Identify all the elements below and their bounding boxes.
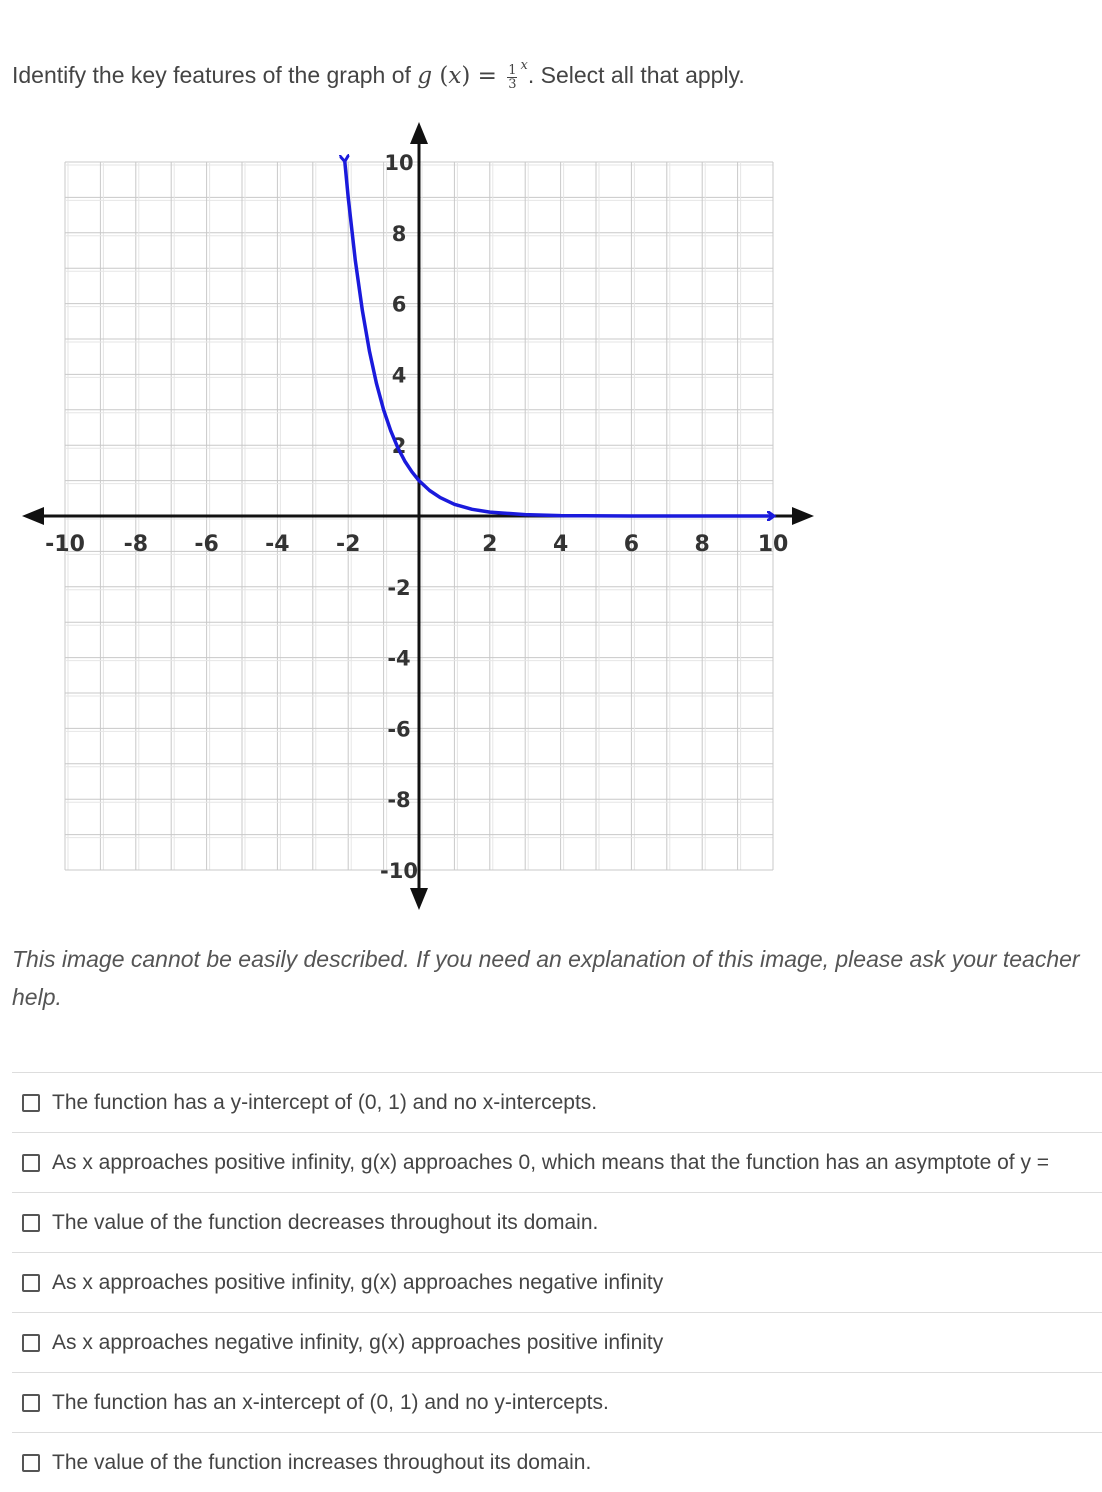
- option-label: As x approaches positive infinity, g(x) approaches negative infinity: [52, 1270, 664, 1294]
- y-tick-label: 8: [391, 221, 407, 246]
- exponent: x: [520, 58, 528, 73]
- y-tick-label: 2: [391, 434, 407, 459]
- y-tick-label: -10: [380, 859, 418, 883]
- answer-options: [12, 1072, 1102, 1492]
- checkbox[interactable]: [22, 1214, 40, 1232]
- option-label: The function has a y-intercept of (0, 1) and no x-intercepts.: [52, 1090, 598, 1114]
- answer-option[interactable]: [12, 1312, 1102, 1372]
- x-tick-label: 10: [757, 532, 789, 557]
- question-text: [12, 58, 1092, 91]
- function-expression: g (x) = $\frac{1}{3}$ $^x$: [417, 58, 528, 92]
- checkbox[interactable]: [22, 1334, 40, 1352]
- answer-option[interactable]: [12, 1072, 1102, 1132]
- fraction-numerator: 1: [508, 62, 517, 78]
- answer-option[interactable]: [12, 1132, 1102, 1192]
- answer-option[interactable]: [12, 1192, 1102, 1252]
- y-tick-label: 10: [384, 151, 414, 175]
- question-prefix: Identify the key features of the graph of: [12, 62, 411, 88]
- y-tick-label: -6: [387, 717, 411, 742]
- checkbox[interactable]: [22, 1454, 40, 1472]
- y-tick-label: -4: [387, 646, 411, 671]
- x-tick-label: 4: [552, 532, 569, 557]
- y-axis-arrow-up: [410, 122, 428, 144]
- checkbox[interactable]: [22, 1394, 40, 1412]
- y-tick-label: 6: [391, 292, 407, 317]
- answer-option[interactable]: [12, 1432, 1102, 1492]
- option-label: The value of the function increases throughout its domain.: [52, 1450, 592, 1474]
- option-label: The value of the function decreases throughout its domain.: [52, 1210, 599, 1234]
- y-tick-label: -2: [387, 575, 411, 600]
- x-axis-arrow-left: [22, 507, 44, 525]
- checkbox[interactable]: [22, 1154, 40, 1172]
- fraction-denominator: 3: [508, 76, 517, 92]
- x-tick-label: 2: [482, 532, 498, 557]
- curve: [345, 161, 773, 516]
- answer-option[interactable]: [12, 1372, 1102, 1432]
- checkbox[interactable]: [22, 1094, 40, 1112]
- image-caption: This image cannot be easily described. If you need an explanation of this image, please ask your teacher help.: [12, 946, 1080, 1010]
- function-name: g: [417, 63, 433, 89]
- option-label: As x approaches positive infinity, g(x) approaches 0, which means that the function has an asymptote of y =: [52, 1150, 1050, 1174]
- y-tick-label: 4: [391, 363, 407, 388]
- x-tick-label: -4: [265, 532, 290, 557]
- x-tick-label: 6: [623, 532, 640, 557]
- x-tick-label: -6: [194, 532, 219, 557]
- y-tick-label: -8: [387, 788, 411, 813]
- function-variable: x: [448, 63, 462, 89]
- option-label: As x approaches negative infinity, g(x) approaches positive infinity: [52, 1330, 664, 1354]
- answer-option[interactable]: [12, 1252, 1102, 1312]
- series-line: [345, 161, 773, 516]
- x-tick-label: 8: [694, 532, 710, 557]
- checkbox[interactable]: [22, 1274, 40, 1292]
- y-axis-arrow-down: [410, 888, 428, 910]
- x-tick-label: -2: [335, 532, 361, 557]
- fraction: [507, 64, 517, 91]
- x-axis-arrow-right: [792, 507, 814, 525]
- x-tick-label: -10: [45, 532, 85, 557]
- function-graph: [0, 110, 840, 920]
- x-tick-label: -8: [123, 532, 149, 557]
- question-suffix: . Select all that apply.: [527, 62, 745, 88]
- option-label: The function has an x-intercept of (0, 1) and no y-intercepts.: [52, 1390, 609, 1414]
